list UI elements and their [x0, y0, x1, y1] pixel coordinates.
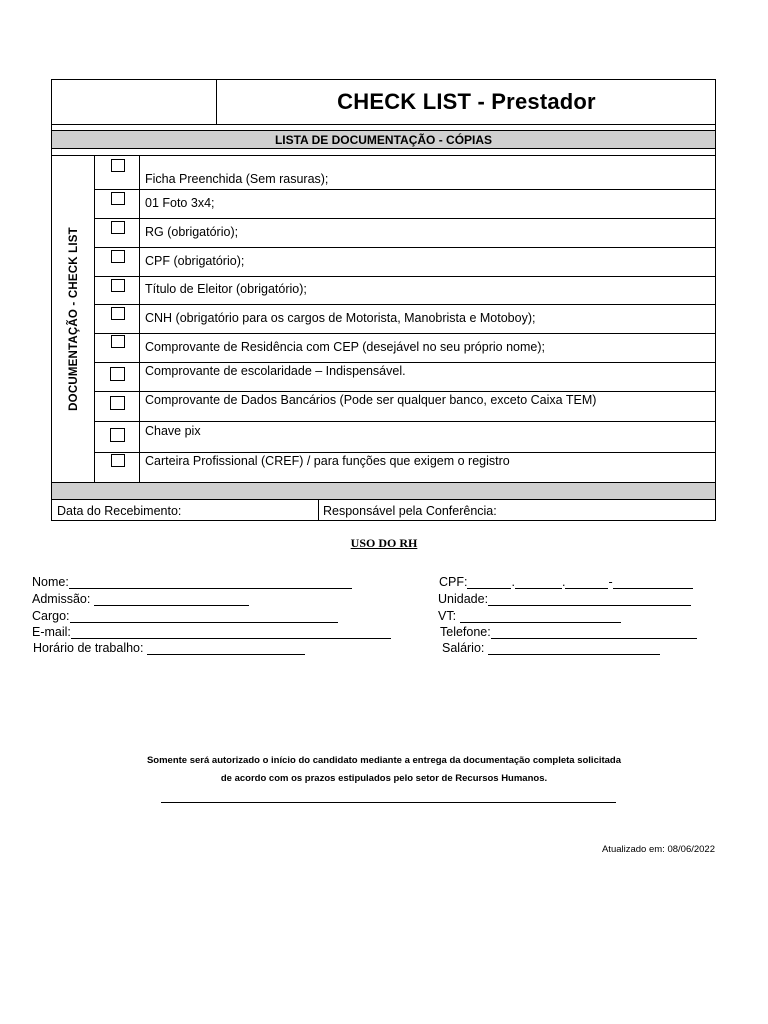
field-line: [613, 576, 693, 589]
checkbox-rg[interactable]: [111, 221, 125, 234]
field-label: Admissão:: [32, 592, 91, 606]
field-line: [467, 576, 511, 589]
divider: [51, 130, 716, 131]
field-line: [460, 610, 621, 623]
section-title: LISTA DE DOCUMENTAÇÃO - CÓPIAS: [52, 131, 715, 148]
field-cargo[interactable]: [32, 609, 338, 623]
side-label: DOCUMENTAÇÃO - CHECK LIST: [68, 227, 81, 411]
row-divider: [94, 189, 716, 190]
field-label: Cargo:: [32, 609, 70, 623]
checkbox-residencia[interactable]: [111, 335, 125, 348]
divider: [94, 155, 95, 482]
divider: [51, 155, 716, 156]
checklist-item: Título de Eleitor (obrigatório);: [145, 282, 307, 296]
checkbox-escolaridade[interactable]: [110, 367, 125, 381]
row-divider: [94, 276, 716, 277]
field-line: [94, 593, 249, 606]
divider: [51, 124, 716, 125]
field-label: E-mail:: [32, 625, 71, 639]
field-label: Salário:: [442, 641, 485, 655]
field-label: Unidade:: [438, 592, 489, 606]
field-label: VT:: [438, 609, 457, 623]
cpf-separator: -: [608, 575, 613, 589]
field-line: [147, 642, 305, 655]
field-line: [70, 610, 338, 623]
row-divider: [94, 362, 716, 363]
checkbox-titulo[interactable]: [111, 279, 125, 292]
field-label: Telefone:: [440, 625, 491, 639]
field-label: Horário de trabalho:: [33, 641, 144, 655]
checkbox-cpf[interactable]: [111, 250, 125, 263]
field-line: [488, 593, 691, 606]
field-cpf[interactable]: [439, 575, 693, 589]
logo-area: [51, 79, 217, 124]
field-label: Nome:: [32, 575, 69, 589]
field-telefone[interactable]: [440, 625, 697, 639]
checkbox-foto[interactable]: [111, 192, 125, 205]
field-unidade[interactable]: [438, 592, 691, 606]
notice-line-2: de acordo com os prazos estipulados pelo setor de Recursos Humanos.: [220, 773, 548, 784]
field-line: [515, 576, 562, 589]
field-line: [491, 626, 697, 639]
field-line: [71, 626, 391, 639]
checkbox-cnh[interactable]: [111, 307, 125, 320]
row-divider: [94, 391, 716, 392]
rh-section-title: USO DO RH: [350, 536, 418, 550]
checklist-item: Comprovante de Dados Bancários (Pode ser qualquer banco, exceto Caixa TEM): [145, 393, 597, 407]
field-line: [69, 576, 352, 589]
checklist-item: Carteira Profissional (CREF) / para funções que exigem o registro: [145, 454, 510, 468]
row-divider: [94, 218, 716, 219]
checklist-item: Chave pix: [145, 424, 201, 438]
divider: [318, 499, 319, 521]
checklist-item: Comprovante de Residência com CEP (desejável no seu próprio nome);: [145, 340, 545, 354]
row-divider: [94, 333, 716, 334]
row-divider: [94, 421, 716, 422]
notice-line-1: Somente será autorizado o início do candidato mediante a entrega da documentação completa solicitada: [146, 755, 622, 766]
checklist-item: CNH (obrigatório para os cargos de Motorista, Manobrista e Motoboy);: [145, 311, 536, 325]
field-horario[interactable]: [33, 641, 305, 655]
checklist-item: Ficha Preenchida (Sem rasuras);: [145, 172, 329, 186]
page-title: CHECK LIST - Prestador: [337, 88, 596, 114]
row-divider: [94, 452, 716, 453]
divider: [51, 499, 716, 500]
cpf-separator: .: [511, 575, 515, 589]
field-line: [565, 576, 608, 589]
notice-underline: [161, 802, 616, 803]
field-salario[interactable]: [442, 641, 660, 655]
field-nome[interactable]: [32, 575, 352, 589]
row-divider: [94, 304, 716, 305]
field-vt[interactable]: [438, 609, 621, 623]
received-date-label: Data do Recebimento:: [57, 504, 182, 518]
row-divider: [94, 247, 716, 248]
checkbox-dados-bancarios[interactable]: [110, 396, 125, 410]
updated-date: Atualizado em: 08/06/2022: [601, 844, 715, 855]
checklist-item: 01 Foto 3x4;: [145, 196, 215, 210]
field-admissao[interactable]: [32, 592, 249, 606]
gray-spacer: [52, 483, 715, 499]
checkbox-chave-pix[interactable]: [110, 428, 125, 442]
checklist-item: RG (obrigatório);: [145, 225, 239, 239]
checklist-item: CPF (obrigatório);: [145, 254, 245, 268]
checkbox-carteira[interactable]: [111, 454, 125, 467]
field-line: [488, 642, 660, 655]
cpf-separator: .: [561, 575, 566, 589]
checkbox-ficha[interactable]: [111, 159, 125, 172]
checklist-item: Comprovante de escolaridade – Indispensável.: [145, 364, 406, 378]
divider: [139, 155, 140, 482]
field-email[interactable]: [32, 625, 391, 639]
field-label: CPF:: [439, 575, 468, 589]
divider: [51, 148, 716, 149]
responsible-label: Responsável pela Conferência:: [323, 504, 497, 518]
